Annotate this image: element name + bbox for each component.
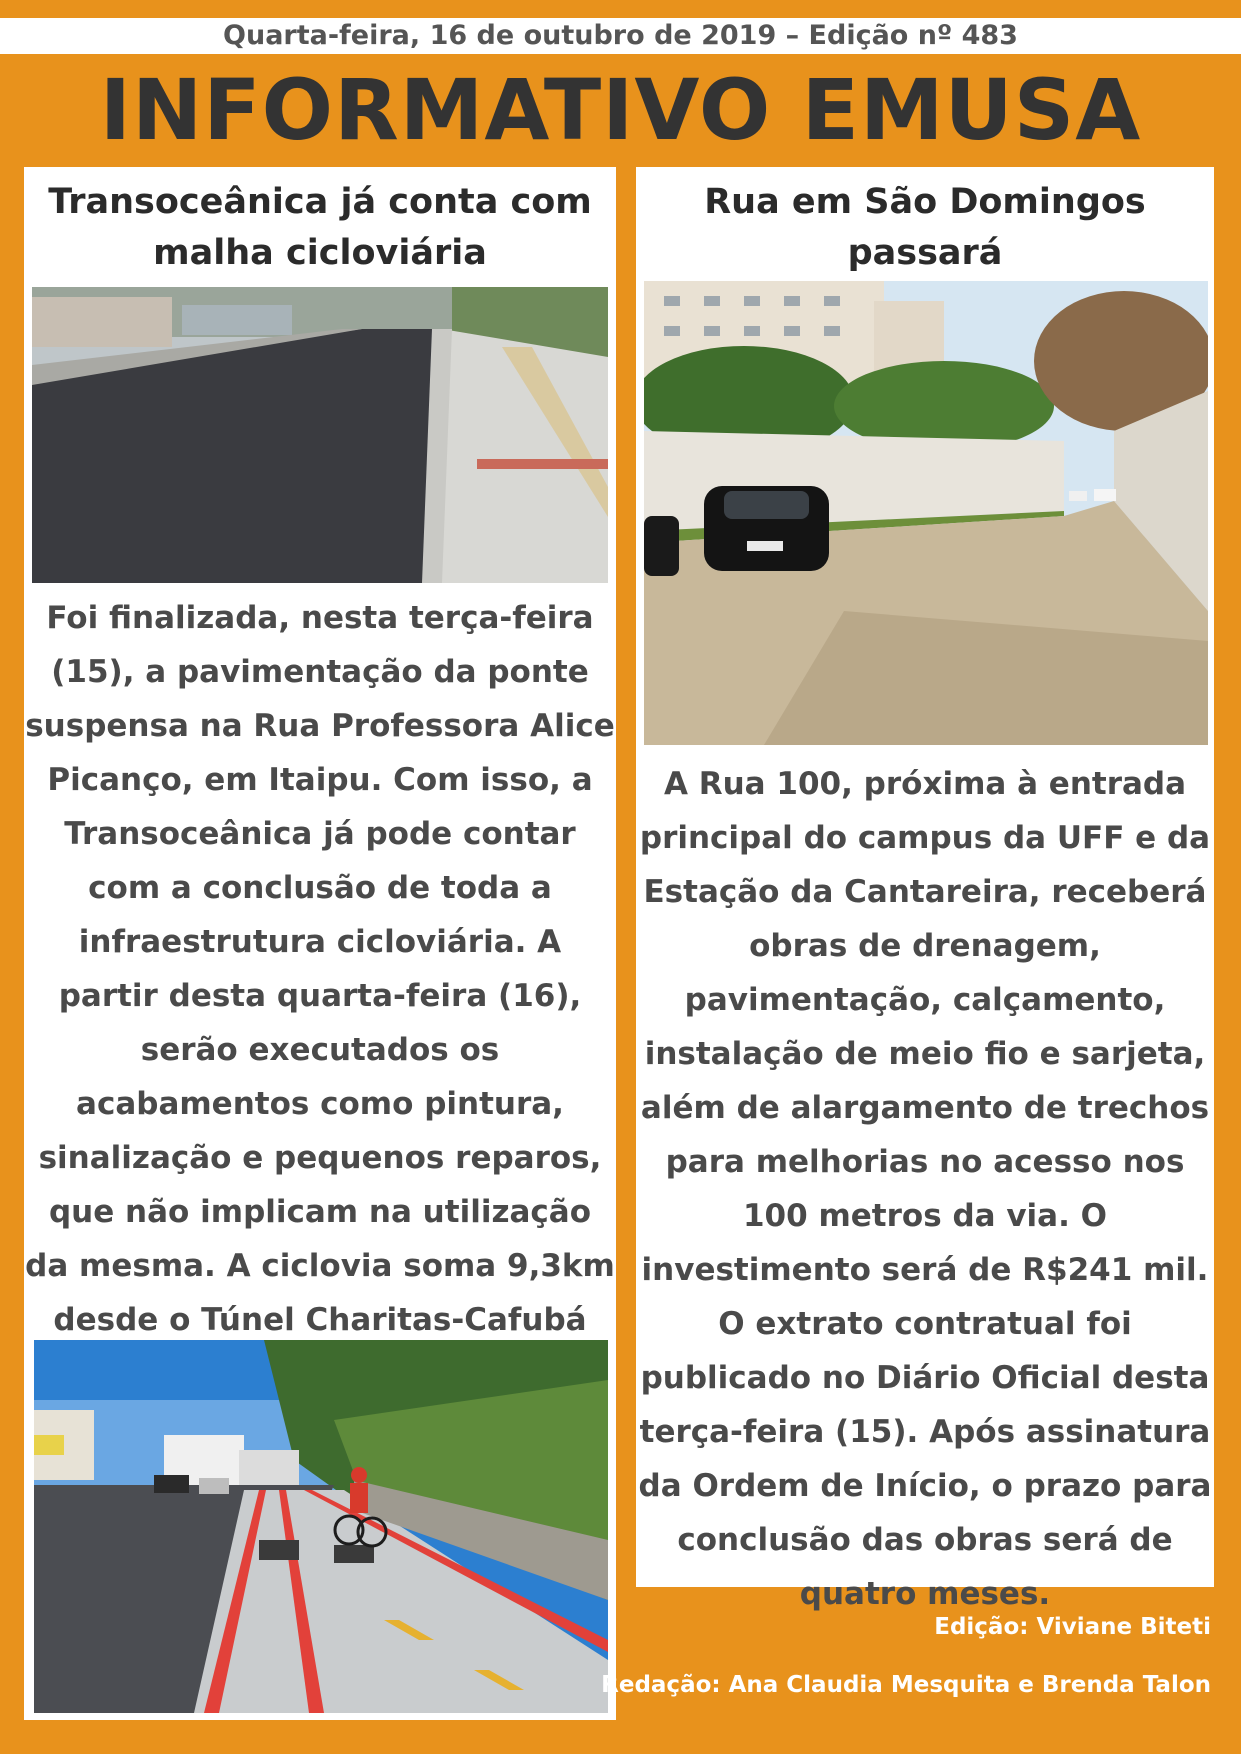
masthead-title: INFORMATIVO EMUSA (99, 61, 1142, 159)
top-orange-strip (0, 0, 1241, 18)
headline-line: malha cicloviária (153, 233, 487, 273)
dateline: Quarta-feira, 16 de outubro de 2019 – Edição nº 483 (0, 18, 1241, 54)
credits-writers: Redação: Ana Claudia Mesquita e Brenda Talon (601, 1672, 1211, 1698)
article-panel-left (24, 167, 616, 1720)
photo-cyclist-bikepath (34, 1340, 608, 1713)
article-panel-right (636, 167, 1214, 1612)
headline-line: Rua em São Domingos passará (704, 182, 1146, 273)
article-right-body: A Rua 100, próxima à entrada principal do campus da UFF e da Estação da Cantareira, receberá obras de drenagem, pavimentação, calçamento, instalação de meio fio e sarjeta, além de alargamento de trechos para melhorias no acesso nos 100 metros da via. O investimento será de R$241 mil. O extrato contratual foi publicado no Diário Oficial desta terça-feira (15). Após assinatura da Ordem de Início, o prazo para conclusão das obras será de quatro meses. (638, 766, 1212, 1612)
article-left-headline (24, 167, 616, 279)
credits-editor: Edição: Viviane Biteti (934, 1614, 1211, 1640)
headline-line: Transoceânica já conta com (48, 182, 592, 222)
photo-rua-100-street (644, 281, 1208, 745)
photo-bridge-road (32, 287, 608, 583)
article-left-body: Foi finalizada, nesta terça-feira (15), a pavimentação da ponte suspensa na Rua Professora Alice Picanço, em Itaipu. Com isso, a Transoceânica já pode contar com a conclusão de toda a infraestrutura cicloviária. A partir desta quarta-feira (16), serão executados os acabamentos como pintura, sinalização e pequenos reparos, que não implicam na utilização da mesma. A ciclovia soma 9,3km desde o Túnel Charitas-Cafubá (25, 600, 615, 1338)
